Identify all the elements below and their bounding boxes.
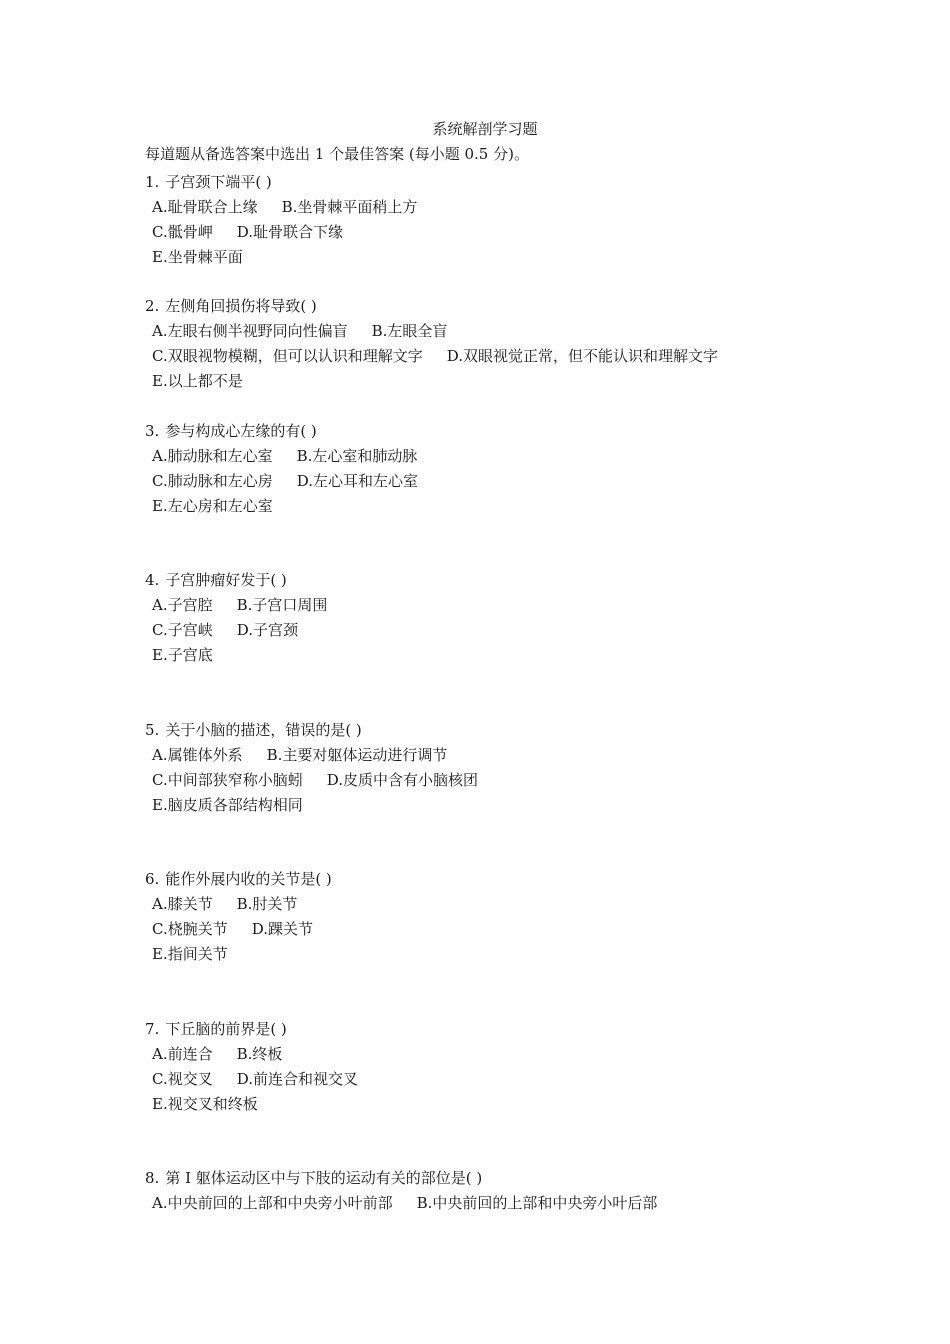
answer-option: A.膝关节 bbox=[152, 895, 213, 913]
question-number: 2. bbox=[145, 297, 160, 315]
option-row bbox=[145, 643, 905, 668]
answer-option: C.子宫峡 bbox=[152, 621, 213, 639]
option-row bbox=[145, 1067, 905, 1092]
question-stem bbox=[145, 1017, 905, 1042]
question-text: 下丘脑的前界是( ) bbox=[165, 1020, 287, 1038]
option-row bbox=[145, 593, 905, 618]
option-row bbox=[145, 1191, 905, 1216]
option-row bbox=[145, 743, 905, 768]
answer-option: B.主要对躯体运动进行调节 bbox=[266, 746, 448, 764]
answer-option: E.视交叉和终板 bbox=[152, 1095, 258, 1113]
answer-option: A.左眼右侧半视野同向性偏盲 bbox=[152, 322, 348, 340]
option-row bbox=[145, 793, 905, 818]
question-number: 3. bbox=[145, 422, 160, 440]
question-6 bbox=[145, 867, 905, 967]
option-row bbox=[145, 917, 905, 942]
question-1 bbox=[145, 170, 905, 270]
question-stem bbox=[145, 419, 905, 444]
option-row bbox=[145, 195, 905, 220]
question-stem bbox=[145, 294, 905, 319]
question-text: 左侧角回损伤将导致( ) bbox=[165, 297, 317, 315]
answer-option: A.中央前回的上部和中央旁小叶前部 bbox=[152, 1194, 393, 1212]
question-stem bbox=[145, 718, 905, 743]
question-text: 子宫颈下端平( ) bbox=[165, 173, 272, 191]
answer-option: E.坐骨棘平面 bbox=[152, 248, 243, 266]
answer-option: A.前连合 bbox=[152, 1045, 213, 1063]
question-number: 8. bbox=[145, 1169, 160, 1187]
option-row bbox=[145, 1042, 905, 1067]
answer-option: E.脑皮质各部结构相同 bbox=[152, 796, 303, 814]
answer-option: A.肺动脉和左心室 bbox=[152, 447, 273, 465]
question-text: 能作外展内收的关节是( ) bbox=[165, 870, 332, 888]
option-row bbox=[145, 344, 905, 369]
answer-option: B.左心室和肺动脉 bbox=[296, 447, 418, 465]
option-row bbox=[145, 469, 905, 494]
question-stem bbox=[145, 568, 905, 593]
option-row bbox=[145, 1092, 905, 1117]
question-stem bbox=[145, 1166, 905, 1191]
question-3 bbox=[145, 419, 905, 519]
instructions-text: 每道题从备选答案中选出 1 个最佳答案 (每小题 0.5 分)。 bbox=[145, 145, 529, 163]
answer-option: C.骶骨岬 bbox=[152, 223, 213, 241]
document-title: 系统解剖学习题 bbox=[432, 120, 538, 138]
option-row bbox=[145, 892, 905, 917]
answer-option: E.指间关节 bbox=[152, 945, 228, 963]
question-number: 7. bbox=[145, 1020, 160, 1038]
question-text: 参与构成心左缘的有( ) bbox=[165, 422, 317, 440]
question-4 bbox=[145, 568, 905, 668]
question-number: 6. bbox=[145, 870, 160, 888]
answer-option: C.中间部狭窄称小脑蚓 bbox=[152, 771, 303, 789]
answer-option: D.双眼视觉正常，但不能认识和理解文字 bbox=[446, 347, 718, 365]
question-text: 子宫肿瘤好发于( ) bbox=[165, 571, 287, 589]
answer-option: C.肺动脉和左心房 bbox=[152, 472, 273, 490]
answer-option: B.中央前回的上部和中央旁小叶后部 bbox=[416, 1194, 658, 1212]
question-number: 1. bbox=[145, 173, 160, 191]
answer-option: B.坐骨棘平面稍上方 bbox=[281, 198, 418, 216]
answer-option: A.子宫腔 bbox=[152, 596, 213, 614]
question-2 bbox=[145, 294, 905, 394]
answer-option: A.耻骨联合上缘 bbox=[152, 198, 258, 216]
option-row bbox=[145, 618, 905, 643]
answer-option: D.左心耳和左心室 bbox=[296, 472, 418, 490]
answer-option: B.终板 bbox=[236, 1045, 283, 1063]
option-row bbox=[145, 494, 905, 519]
question-text: 第 I 躯体运动区中与下肢的运动有关的部位是( ) bbox=[165, 1169, 483, 1187]
answer-option: E.子宫底 bbox=[152, 646, 213, 664]
answer-option: D.皮质中含有小脑核团 bbox=[326, 771, 478, 789]
answer-option: E.以上都不是 bbox=[152, 372, 243, 390]
answer-option: A.属锥体外系 bbox=[152, 746, 243, 764]
option-row bbox=[145, 942, 905, 967]
question-text: 关于小脑的描述，错误的是( ) bbox=[165, 721, 362, 739]
question-number: 5. bbox=[145, 721, 160, 739]
answer-option: D.耻骨联合下缘 bbox=[236, 223, 343, 241]
answer-option: B.子宫口周围 bbox=[236, 596, 328, 614]
question-5 bbox=[145, 718, 905, 818]
answer-option: E.左心房和左心室 bbox=[152, 497, 273, 515]
answer-option: D.子宫颈 bbox=[236, 621, 298, 639]
question-stem bbox=[145, 867, 905, 892]
question-number: 4. bbox=[145, 571, 160, 589]
answer-option: C.双眼视物模糊，但可以认识和理解文字 bbox=[152, 347, 423, 365]
answer-option: C.视交叉 bbox=[152, 1070, 213, 1088]
option-row bbox=[145, 245, 905, 270]
answer-option: D.踝关节 bbox=[251, 920, 313, 938]
option-row bbox=[145, 319, 905, 344]
option-row bbox=[145, 220, 905, 245]
question-stem bbox=[145, 170, 905, 195]
option-row bbox=[145, 444, 905, 469]
option-row bbox=[145, 369, 905, 394]
answer-option: B.肘关节 bbox=[236, 895, 298, 913]
option-row bbox=[145, 768, 905, 793]
answer-option: C.桡腕关节 bbox=[152, 920, 228, 938]
answer-option: D.前连合和视交叉 bbox=[236, 1070, 358, 1088]
question-8 bbox=[145, 1166, 905, 1216]
question-7 bbox=[145, 1017, 905, 1117]
answer-option: B.左眼全盲 bbox=[371, 322, 448, 340]
